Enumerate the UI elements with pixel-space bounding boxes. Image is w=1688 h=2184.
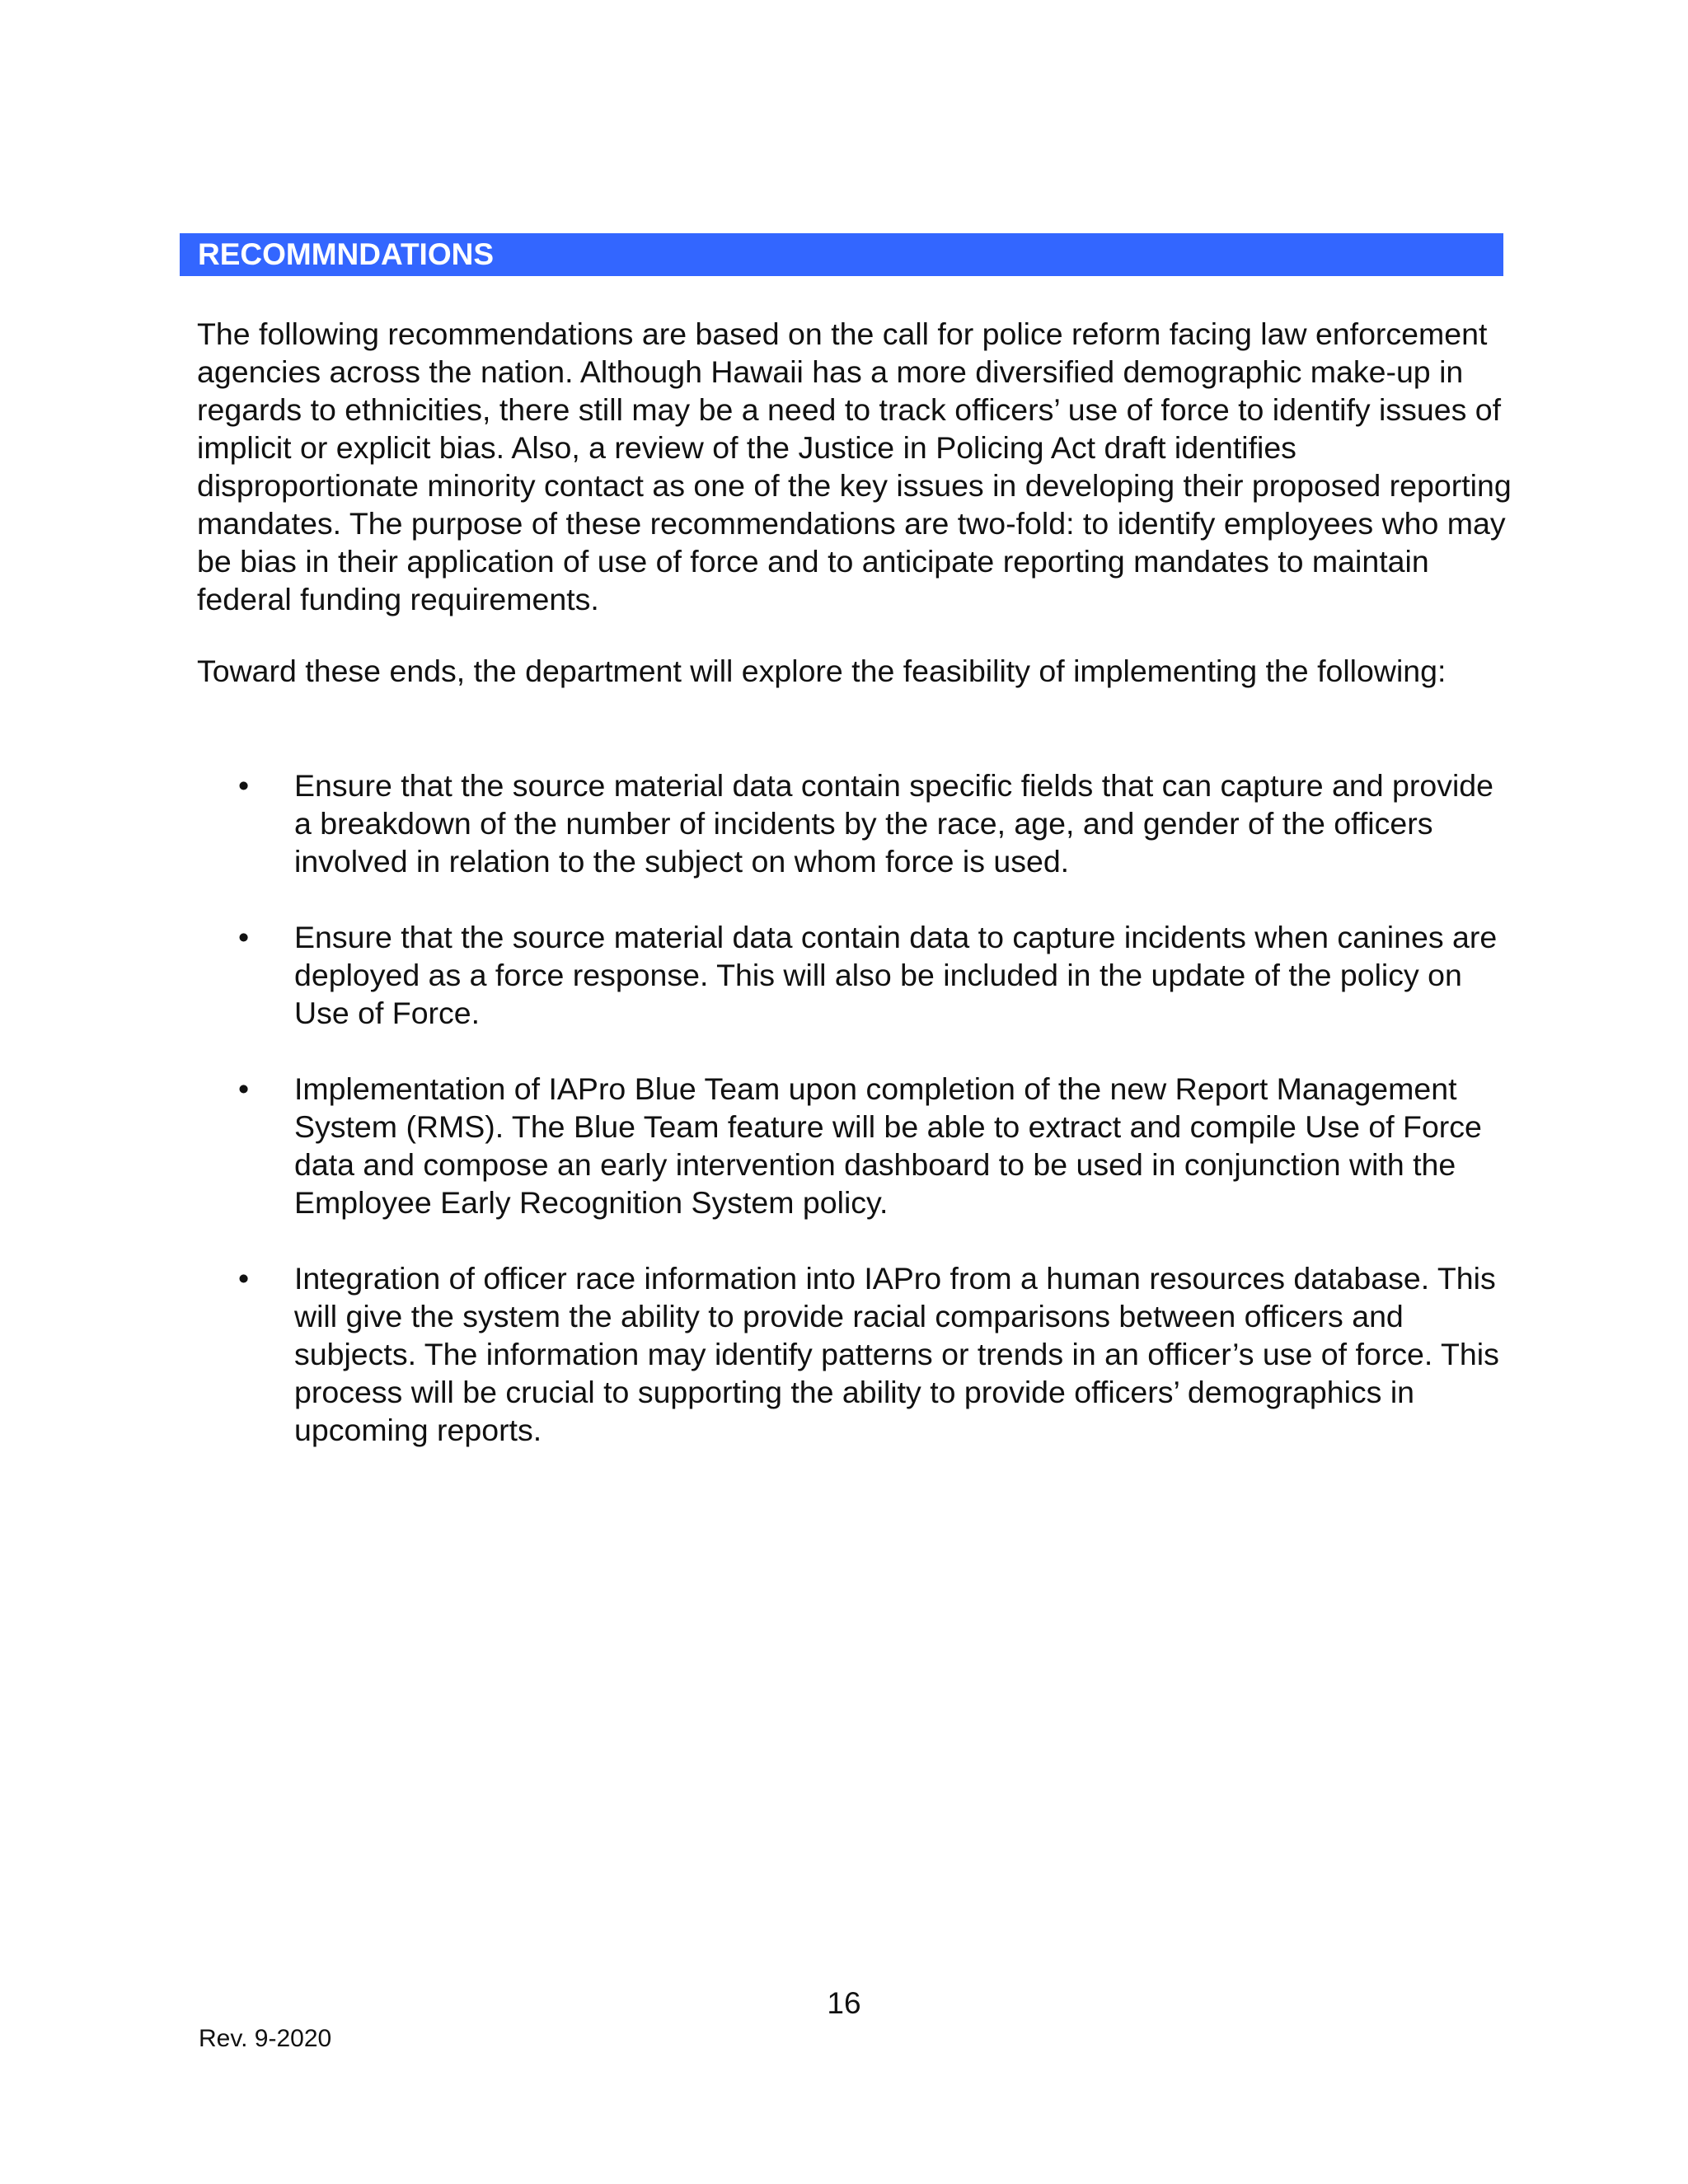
feasibility-paragraph: Toward these ends, the department will explore the feasibility of implementing the following: [197, 654, 1447, 688]
list-item [197, 918, 1516, 1032]
list-item [197, 1259, 1516, 1449]
bullet-icon: • [238, 768, 250, 803]
list-item-text: Ensure that the source material data contain specific fields that can capture and provide a breakdown of the number of incidents by the race, age, and gender of the officers involved in relation to the subject on whom force is used. [294, 768, 1494, 879]
section-header-bar [180, 233, 1503, 276]
list-item [197, 766, 1516, 880]
bullet-icon: • [238, 1071, 250, 1106]
section-title: RECOMMNDATIONS [198, 237, 495, 271]
page-number: 16 [827, 1986, 861, 2020]
list-item-text: Ensure that the source material data contain data to capture incidents when canines are deployed as a force response. This will also be included in the update of the policy on Use of Force. [294, 920, 1498, 1030]
recommendation-list [197, 766, 1516, 1487]
revision-label: Rev. 9-2020 [199, 2025, 332, 2052]
list-item-text: Integration of officer race information into IAPro from a human resources database. This will give the system the ability to provide racial comparisons between officers and subjects. The information may identify patterns or trends in an officer’s use of force. This process will be crucial to supporting the ability to provide officers’ demographics in upcoming reports. [294, 1261, 1499, 1447]
bullet-icon: • [238, 1261, 250, 1296]
list-item-text: Implementation of IAPro Blue Team upon completion of the new Report Management System (RMS). The Blue Team feature will be able to extract and compile Use of Force data and compose an early intervention dashboard to be used in conjunction with the Employee Early Recognition System policy. [294, 1071, 1482, 1220]
bullet-icon: • [238, 920, 250, 954]
list-item [197, 1070, 1516, 1221]
intro-paragraph: The following recommendations are based on the call for police reform facing law enforcement agencies across the nation. Although Hawaii has a more diversified demographic make-up in regards to ethnicities, there still may be a need to track officers’ use of force to identify issues of implicit or explicit bias. Also, a review of the Justice in Policing Act draft identifies disproportionate minority contact as one of the key issues in developing their proposed reporting mandates. The purpose of these recommendations are two-fold: to identify employees who may be bias in their application of use of force and to anticipate reporting mandates to maintain federal funding requirements. [197, 316, 1512, 616]
